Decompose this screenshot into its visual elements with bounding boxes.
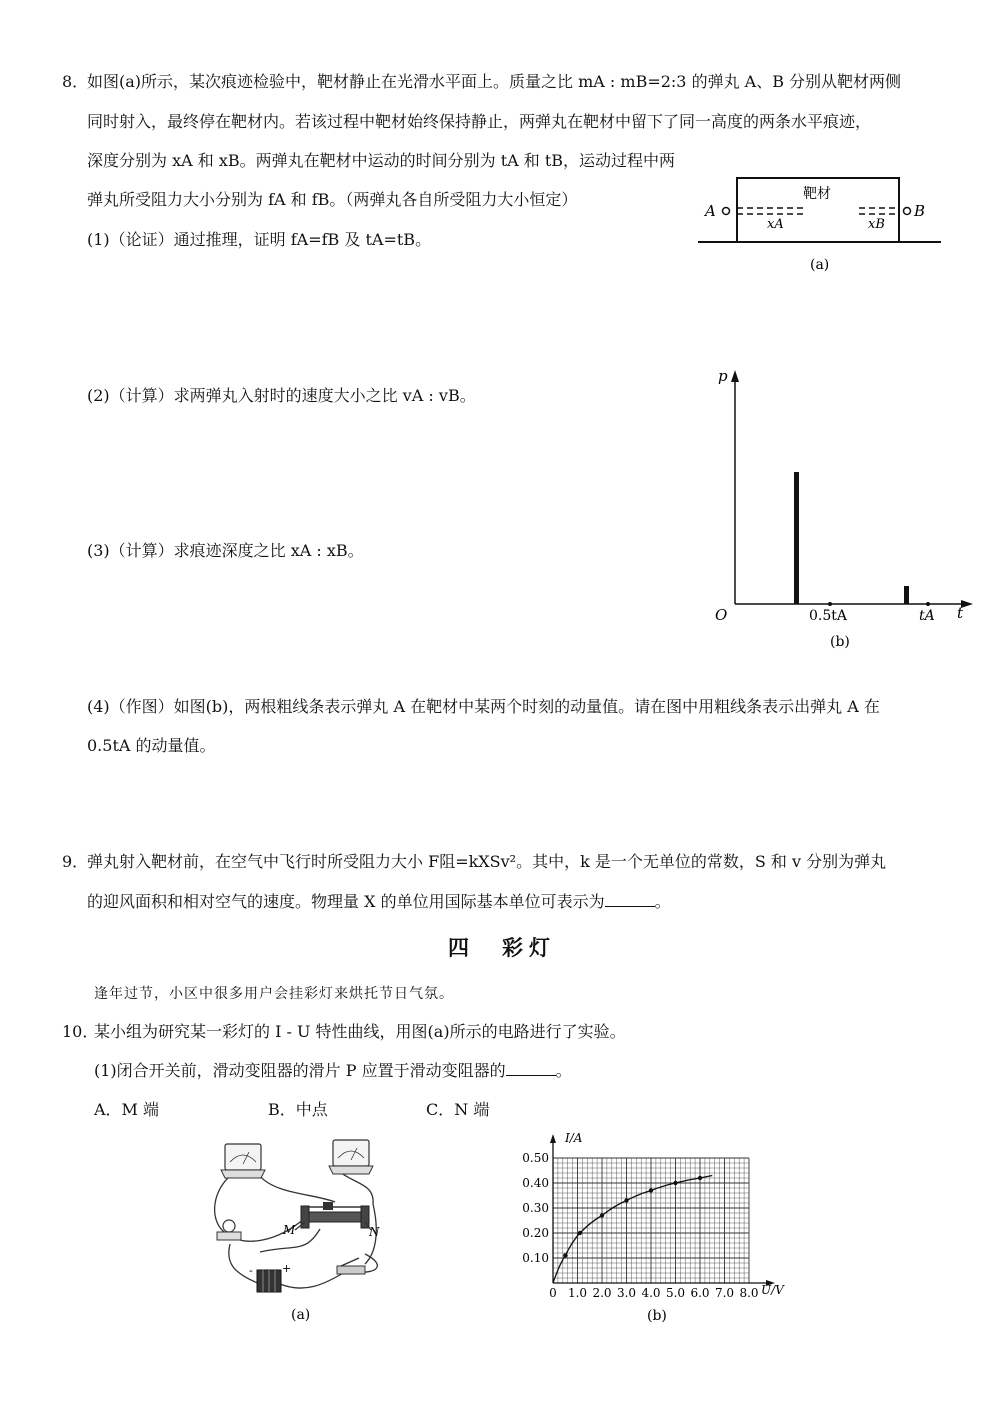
q9-answer-blank[interactable] bbox=[605, 892, 655, 907]
x-tick-label: 3.0 bbox=[616, 1286, 637, 1300]
ta-label: tA bbox=[919, 608, 935, 624]
x-tick-label: 1.0 bbox=[567, 1286, 588, 1300]
q9-line2-end: 。 bbox=[654, 892, 671, 911]
data-point bbox=[698, 1176, 702, 1180]
data-point bbox=[600, 1213, 604, 1217]
q8-line2: 同时射入，最终停在靶材内。若该过程中靶材始终保持静止，两弹丸在靶材中留下了同一高度的两条水平痕迹， bbox=[87, 112, 872, 131]
bullet-a bbox=[723, 208, 730, 215]
data-point bbox=[649, 1188, 653, 1192]
half-ta-dot bbox=[828, 602, 832, 606]
rheostat bbox=[305, 1212, 365, 1222]
q10-figure-b-chart bbox=[515, 1130, 800, 1330]
voltmeter bbox=[333, 1140, 369, 1166]
ta-dot bbox=[926, 602, 930, 606]
p-axis-arrow bbox=[731, 370, 739, 382]
x-tick-label: 0 bbox=[549, 1286, 557, 1300]
q10-line1: 某小组为研究某一彩灯的 I - U 特性曲线，用图(a)所示的电路进行了实验。 bbox=[94, 1022, 626, 1041]
q10-sub1-text: (1)闭合开关前，滑动变阻器的滑片 P 应置于滑动变阻器的 bbox=[94, 1061, 506, 1080]
y-axis-label: I/A bbox=[565, 1131, 583, 1145]
q10-option-c[interactable]: C．N 端 bbox=[426, 1100, 490, 1119]
y-tick-label: 0.20 bbox=[522, 1226, 549, 1240]
q8-sub4-line2: 0.5tA 的动量值。 bbox=[87, 736, 216, 755]
chart-grid bbox=[553, 1158, 749, 1283]
q10-sub1-end: 。 bbox=[555, 1061, 572, 1080]
q10-figure-a-circuit bbox=[205, 1134, 405, 1334]
bullet-b-label: B bbox=[914, 202, 926, 220]
section-intro: 逢年过节，小区中很多用户会挂彩灯来烘托节日气氛。 bbox=[94, 986, 454, 1002]
data-point bbox=[624, 1198, 628, 1202]
ammeter bbox=[225, 1144, 261, 1170]
bullet-b bbox=[904, 208, 911, 215]
q8-sub4-line1: (4)（作图）如图(b)，两根粗线条表示弹丸 A 在靶材中某两个时刻的动量值。请在图中用粗线条表示出弹丸 A 在 bbox=[87, 697, 880, 716]
x-tick-label: 2.0 bbox=[592, 1286, 612, 1300]
section-title: 四 彩灯 bbox=[448, 936, 556, 960]
q10-number: 10． bbox=[62, 1022, 99, 1041]
x-tick-label: 4.0 bbox=[641, 1286, 661, 1300]
wire bbox=[340, 1172, 373, 1204]
target-label: 靶材 bbox=[803, 186, 831, 202]
q9-line1: 弹丸射入靶材前，在空气中飞行时所受阻力大小 F阻=kXSv²。其中，k 是一个无单位的常数，S 和 v 分别为弹丸 bbox=[87, 852, 887, 871]
q8-sub2: (2)（计算）求两弹丸入射时的速度大小之比 vA : vB。 bbox=[87, 386, 476, 405]
momentum-bar-1 bbox=[794, 472, 799, 604]
q8-sub3: (3)（计算）求痕迹深度之比 xA : xB。 bbox=[87, 541, 364, 560]
switch bbox=[337, 1266, 365, 1274]
wire bbox=[229, 1244, 260, 1284]
data-point bbox=[578, 1231, 582, 1235]
q10-option-b[interactable]: B．中点 bbox=[268, 1100, 328, 1119]
t-axis-label: t bbox=[957, 604, 964, 622]
fig-b-caption: (b) bbox=[830, 634, 850, 650]
q10-sub1 bbox=[94, 1061, 572, 1081]
x-tick-label: 7.0 bbox=[714, 1286, 735, 1300]
x-tick-label: 6.0 bbox=[690, 1286, 710, 1300]
data-point bbox=[673, 1181, 677, 1185]
y-axis-arrow bbox=[550, 1134, 556, 1143]
q9-line2-text: 的迎风面积和相对空气的速度。物理量 X 的单位用国际基本单位可表示为 bbox=[87, 892, 605, 911]
y-tick-label: 0.10 bbox=[522, 1251, 549, 1265]
q8-figure-a bbox=[695, 170, 945, 280]
origin-label: O bbox=[715, 606, 728, 624]
q8-figure-b bbox=[705, 362, 975, 660]
lamp bbox=[223, 1220, 235, 1232]
x-tick-label: 8.0 bbox=[739, 1286, 759, 1300]
fig-a-caption: (a) bbox=[810, 257, 830, 273]
data-point bbox=[563, 1253, 567, 1257]
y-tick-label: 0.50 bbox=[522, 1151, 549, 1165]
xa-label: xA bbox=[767, 217, 784, 232]
q10-fig-b-caption: (b) bbox=[647, 1308, 667, 1324]
q8-number: 8． bbox=[62, 72, 89, 91]
half-ta-label: 0.5tA bbox=[809, 608, 848, 624]
q8-line1: 如图(a)所示，某次痕迹检验中，靶材静止在光滑水平面上。质量之比 mA : mB=2:3 的弹丸 A、B 分别从靶材两侧 bbox=[87, 72, 902, 91]
bullet-a-label: A bbox=[705, 202, 716, 220]
q8-line4: 弹丸所受阻力大小分别为 fA 和 fB。（两弹丸各自所受阻力大小恒定） bbox=[87, 190, 578, 209]
x-tick-label: 5.0 bbox=[665, 1286, 686, 1300]
rheostat-n-label: N bbox=[369, 1225, 380, 1239]
svg-text:+: + bbox=[282, 1262, 292, 1275]
rheostat-m-label: M bbox=[283, 1223, 296, 1237]
momentum-bar-2 bbox=[904, 586, 909, 604]
svg-text:-: - bbox=[249, 1264, 253, 1277]
wire bbox=[260, 1176, 335, 1202]
iu-curve bbox=[553, 1176, 712, 1284]
q10-fig-a-caption: (a) bbox=[291, 1307, 311, 1323]
x-axis-label: U/V bbox=[761, 1283, 784, 1297]
q8-line3: 深度分别为 xA 和 xB。两弹丸在靶材中运动的时间分别为 tA 和 tB，运动过程中两 bbox=[87, 151, 676, 170]
q10-option-a[interactable]: A．M 端 bbox=[94, 1100, 160, 1119]
q9-number: 9． bbox=[62, 852, 89, 871]
y-tick-label: 0.40 bbox=[522, 1176, 549, 1190]
q9-line2 bbox=[87, 892, 671, 912]
p-axis-label: p bbox=[718, 367, 728, 385]
q8-sub1: (1)（论证）通过推理，证明 fA=fB 及 tA=tB。 bbox=[87, 230, 432, 249]
q10-answer-blank[interactable] bbox=[506, 1061, 556, 1076]
y-tick-label: 0.30 bbox=[522, 1201, 549, 1215]
xb-label: xB bbox=[868, 217, 885, 232]
